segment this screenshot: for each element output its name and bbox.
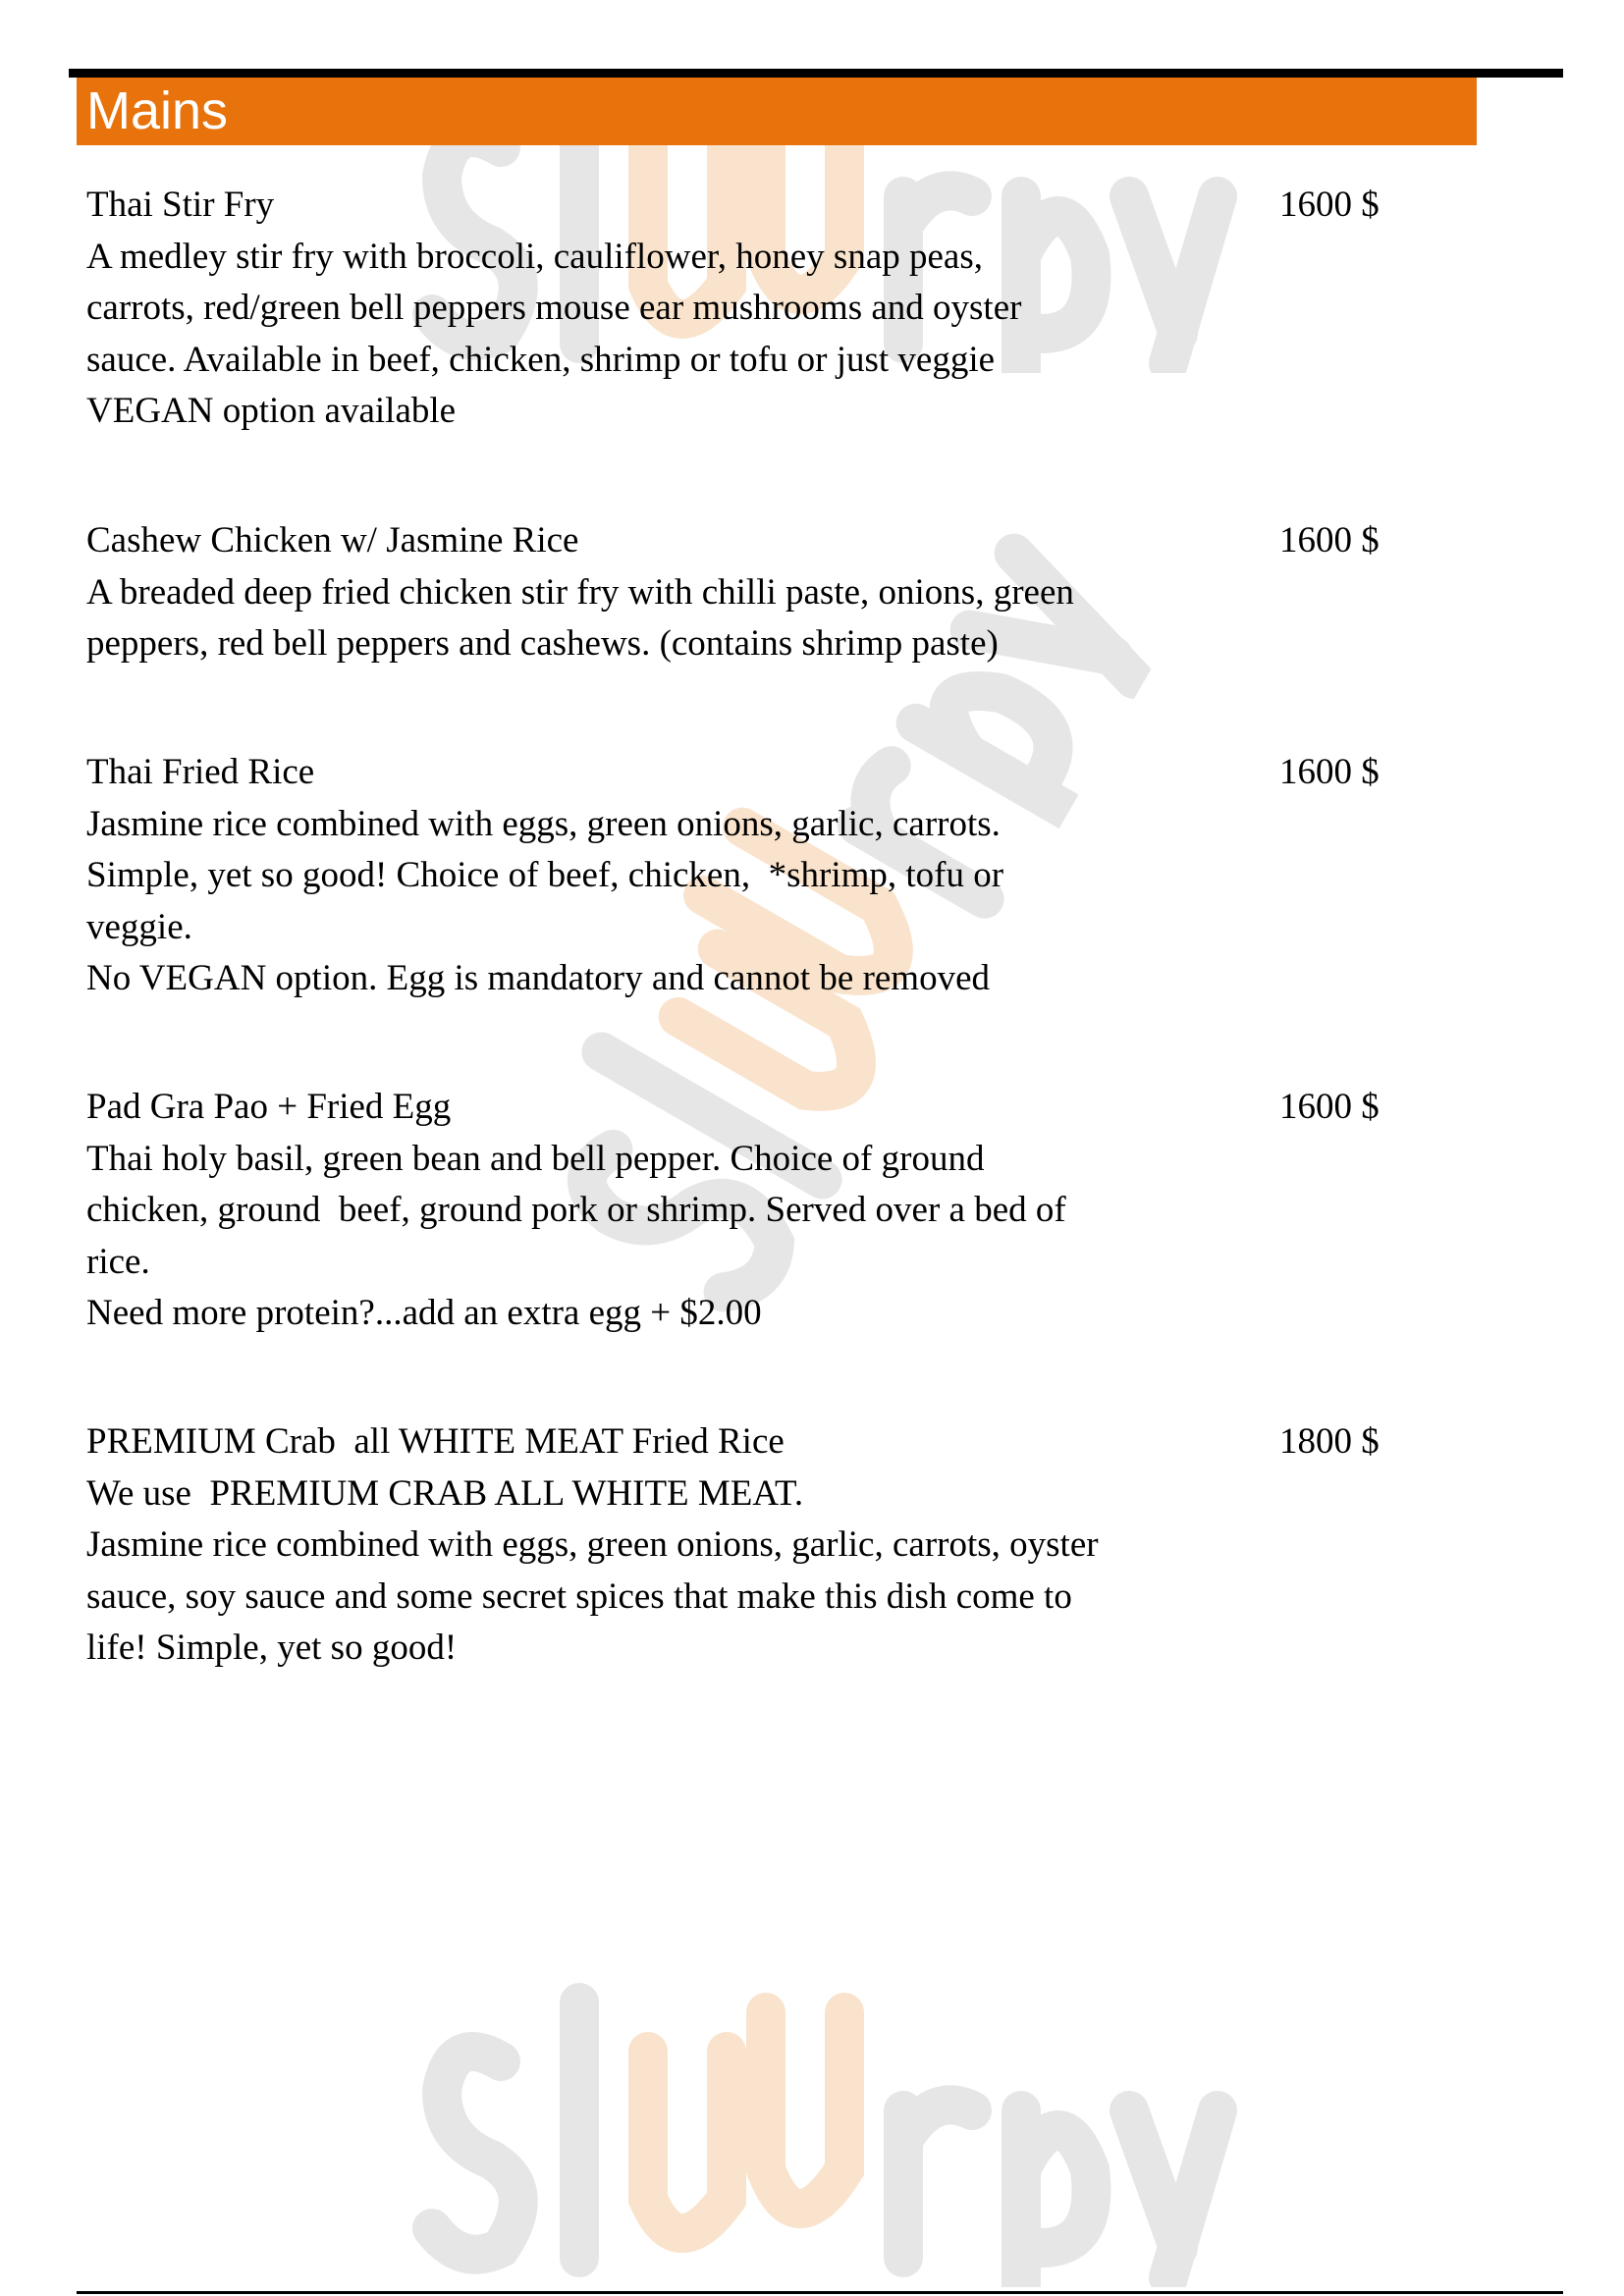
item-price: 1600 $ <box>1279 185 1380 225</box>
menu-item <box>86 180 1402 438</box>
item-name: Pad Gra Pao + Fried Egg <box>86 1087 452 1127</box>
item-price: 1600 $ <box>1279 1087 1380 1127</box>
item-name: PREMIUM Crab all WHITE MEAT Fried Rice <box>86 1421 785 1462</box>
menu-item <box>86 747 1402 1005</box>
menu-item <box>86 1082 1402 1340</box>
menu-item <box>86 1416 1402 1675</box>
item-description: We use PREMIUM CRAB ALL WHITE MEAT. Jasmine rice combined with eggs, green onions, garlic, carrots, oyster sauce, soy sauce and some secret spices that make this dish come to life! Simple, yet so good! <box>86 1472 1099 1668</box>
item-name: Cashew Chicken w/ Jasmine Rice <box>86 520 579 561</box>
section-title: Mains <box>86 81 229 140</box>
section-header <box>77 78 1477 145</box>
menu-item <box>86 515 1402 670</box>
item-name: Thai Fried Rice <box>86 752 315 792</box>
item-description: A breaded deep fried chicken stir fry with chilli paste, onions, green peppers, red bell peppers and cashews. (contains shrimp paste) <box>86 571 1074 664</box>
item-description: A medley stir fry with broccoli, cauliflower, honey snap peas, carrots, red/green bell peppers mouse ear mushrooms and oyster sauce. Available in beef, chicken, shrimp or tofu or just veggie VEGAN option available <box>86 236 1022 431</box>
top-rule <box>69 69 1563 78</box>
watermark-logo-bottom <box>412 1973 1237 2287</box>
item-description: Jasmine rice combined with eggs, green onions, garlic, carrots. Simple, yet so good! Choice of beef, chicken, *shrimp, tofu or veggie. No VEGAN option. Egg is mandatory and cannot be removed <box>86 803 1004 998</box>
item-price: 1600 $ <box>1279 520 1380 561</box>
bottom-rule <box>77 2291 1563 2294</box>
item-price: 1800 $ <box>1279 1421 1380 1462</box>
item-price: 1600 $ <box>1279 752 1380 792</box>
item-description: Thai holy basil, green bean and bell pepper. Choice of ground chicken, ground beef, ground pork or shrimp. Served over a bed of rice. Need more protein?...add an extra egg + $2.00 <box>86 1138 1066 1333</box>
item-name: Thai Stir Fry <box>86 185 275 225</box>
